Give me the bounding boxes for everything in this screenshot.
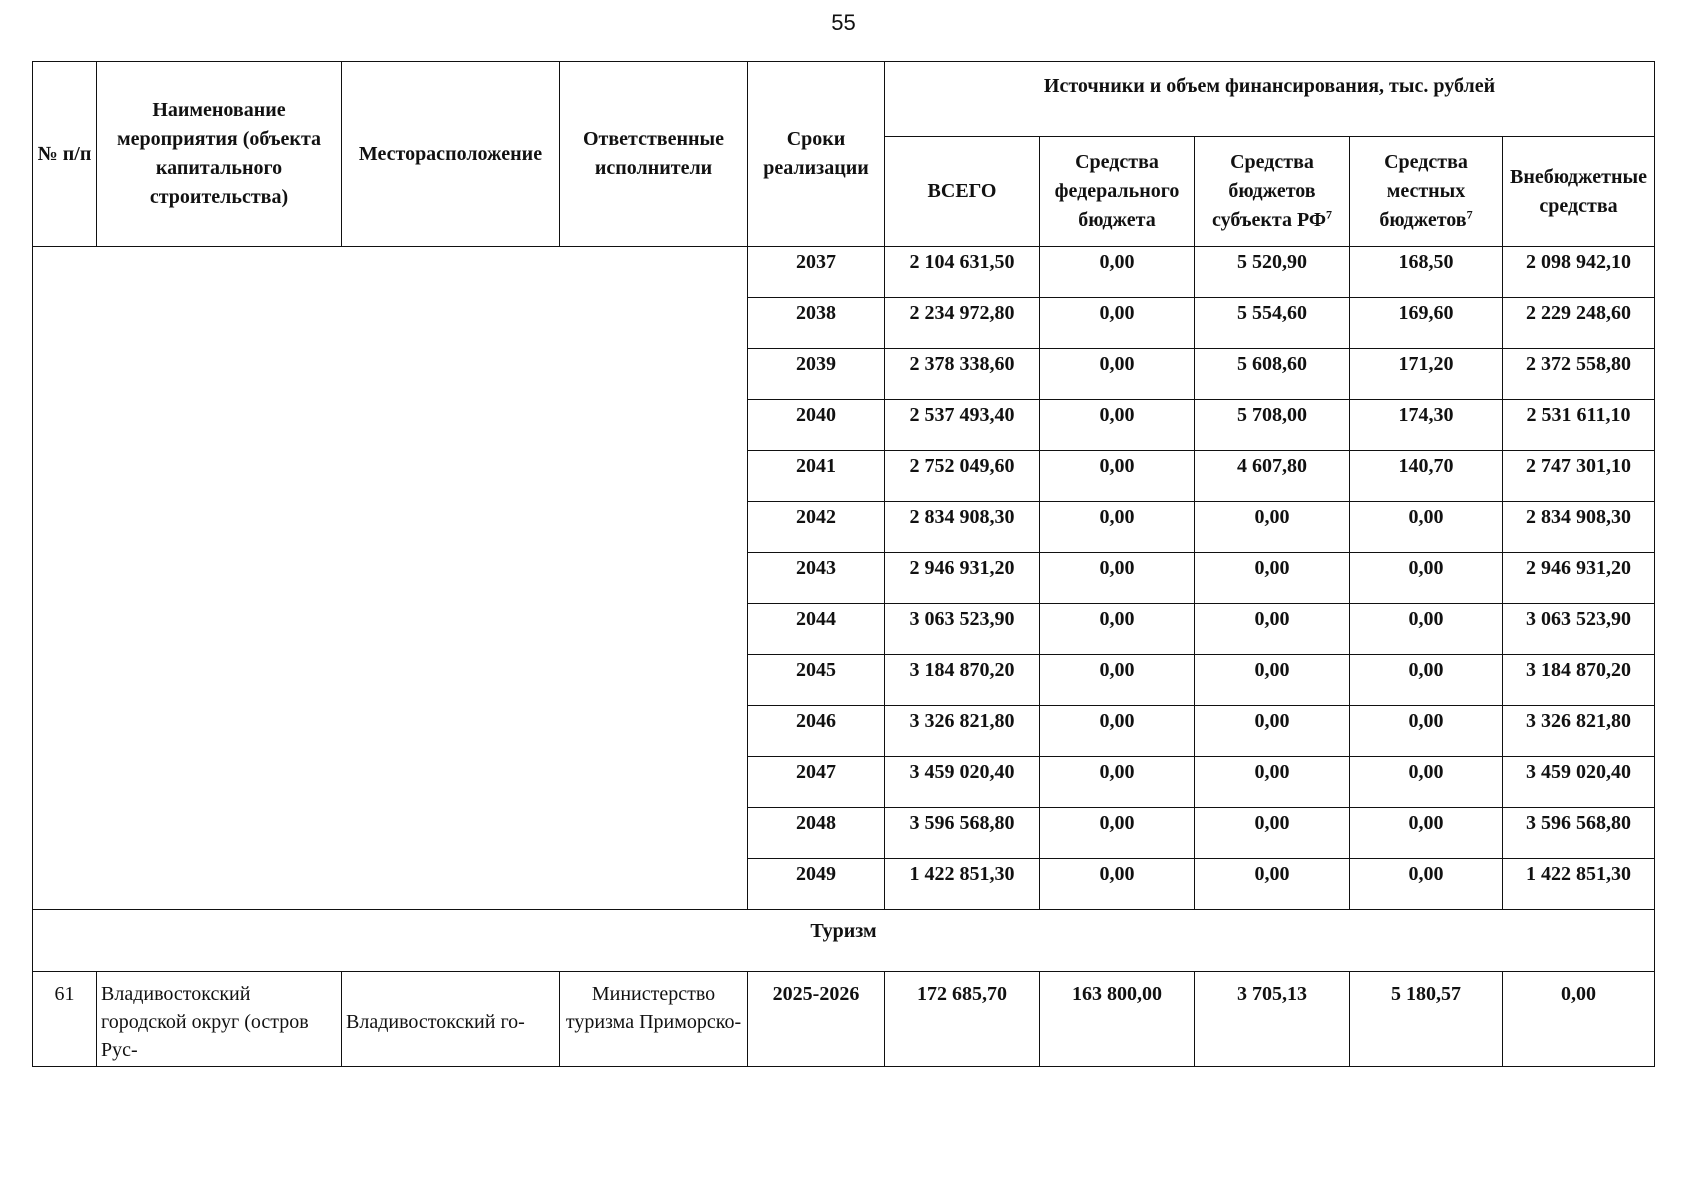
cell-local: 0,00: [1350, 859, 1503, 910]
section-row: [33, 910, 1655, 972]
header-regional-footnote: 7: [1326, 207, 1333, 222]
cell-num: 61: [33, 972, 97, 1067]
cell-extra: 3 459 020,40: [1503, 757, 1655, 808]
cell-year: 2049: [748, 859, 885, 910]
cell-local: 171,20: [1350, 349, 1503, 400]
cell-federal: 0,00: [1040, 247, 1195, 298]
header-extra: Внебюджетные средства: [1503, 137, 1655, 247]
cell-year: 2037: [748, 247, 885, 298]
cell-regional: 0,00: [1195, 706, 1350, 757]
table-row: [33, 247, 1655, 298]
cell-local: 168,50: [1350, 247, 1503, 298]
cell-year: 2040: [748, 400, 885, 451]
cell-regional: 0,00: [1195, 604, 1350, 655]
cell-extra: 3 326 821,80: [1503, 706, 1655, 757]
header-local: [1350, 137, 1503, 247]
cell-local: 169,60: [1350, 298, 1503, 349]
section-title: Туризм: [33, 910, 1655, 972]
merged-blank-cell: [33, 247, 748, 910]
cell-federal: 0,00: [1040, 400, 1195, 451]
cell-year: 2044: [748, 604, 885, 655]
cell-local: 5 180,57: [1350, 972, 1503, 1067]
cell-extra: 0,00: [1503, 972, 1655, 1067]
cell-regional: 5 554,60: [1195, 298, 1350, 349]
cell-total: 1 422 851,30: [885, 859, 1040, 910]
cell-total: 172 685,70: [885, 972, 1040, 1067]
cell-total: 3 326 821,80: [885, 706, 1040, 757]
cell-total: 3 063 523,90: [885, 604, 1040, 655]
cell-extra: 3 596 568,80: [1503, 808, 1655, 859]
cell-total: 2 834 908,30: [885, 502, 1040, 553]
cell-total: 2 234 972,80: [885, 298, 1040, 349]
cell-federal: 0,00: [1040, 349, 1195, 400]
cell-federal: 0,00: [1040, 502, 1195, 553]
cell-regional: 4 607,80: [1195, 451, 1350, 502]
cell-federal: 0,00: [1040, 553, 1195, 604]
cell-total: 3 184 870,20: [885, 655, 1040, 706]
cell-year: 2045: [748, 655, 885, 706]
cell-total: 2 946 931,20: [885, 553, 1040, 604]
cell-federal: 163 800,00: [1040, 972, 1195, 1067]
header-local-footnote: 7: [1466, 207, 1473, 222]
cell-year: 2047: [748, 757, 885, 808]
cell-federal: 0,00: [1040, 706, 1195, 757]
year-rows: [33, 247, 1655, 910]
cell-extra: 3 184 870,20: [1503, 655, 1655, 706]
cell-year: 2048: [748, 808, 885, 859]
cell-extra: 2 834 908,30: [1503, 502, 1655, 553]
cell-local: 0,00: [1350, 502, 1503, 553]
header-regional-label: Средства бюджетов субъекта РФ: [1211, 151, 1327, 231]
cell-extra: 2 946 931,20: [1503, 553, 1655, 604]
cell-year: 2039: [748, 349, 885, 400]
cell-regional: 0,00: [1195, 502, 1350, 553]
cell-local: 174,30: [1350, 400, 1503, 451]
cell-federal: 0,00: [1040, 298, 1195, 349]
page-number: 55: [831, 10, 856, 35]
cell-local: 0,00: [1350, 757, 1503, 808]
cell-year: 2046: [748, 706, 885, 757]
cell-regional: 3 705,13: [1195, 972, 1350, 1067]
cell-total: 2 537 493,40: [885, 400, 1040, 451]
cell-local: 0,00: [1350, 553, 1503, 604]
header-period: Сроки реализации: [748, 62, 885, 247]
cell-extra: 1 422 851,30: [1503, 859, 1655, 910]
cell-year: 2043: [748, 553, 885, 604]
cell-period: 2025-2026: [748, 972, 885, 1067]
cell-regional: 0,00: [1195, 655, 1350, 706]
cell-regional: 5 520,90: [1195, 247, 1350, 298]
cell-extra: 2 747 301,10: [1503, 451, 1655, 502]
header-federal: Средства федерального бюджета: [1040, 137, 1195, 247]
cell-regional: 5 608,60: [1195, 349, 1350, 400]
cell-extra: 2 229 248,60: [1503, 298, 1655, 349]
cell-total: 2 752 049,60: [885, 451, 1040, 502]
cell-federal: 0,00: [1040, 655, 1195, 706]
header-regional: [1195, 137, 1350, 247]
cell-local: 0,00: [1350, 706, 1503, 757]
cell-year: 2041: [748, 451, 885, 502]
cell-extra: 2 098 942,10: [1503, 247, 1655, 298]
header-name: Наименование мероприятия (объекта капитального строительства): [97, 62, 342, 247]
financing-table: [32, 61, 1655, 1067]
header-num: № п/п: [33, 62, 97, 247]
cell-local: 0,00: [1350, 808, 1503, 859]
table-row-61: [33, 972, 1655, 1067]
cell-regional: 5 708,00: [1195, 400, 1350, 451]
cell-total: 2 104 631,50: [885, 247, 1040, 298]
cell-local: 0,00: [1350, 655, 1503, 706]
header-executors: Ответственные исполнители: [560, 62, 748, 247]
cell-federal: 0,00: [1040, 757, 1195, 808]
cell-regional: 0,00: [1195, 757, 1350, 808]
cell-extra: 2 531 611,10: [1503, 400, 1655, 451]
cell-year: 2038: [748, 298, 885, 349]
cell-federal: 0,00: [1040, 451, 1195, 502]
cell-regional: 0,00: [1195, 859, 1350, 910]
cell-regional: 0,00: [1195, 553, 1350, 604]
header-funding-group: Источники и объем финансирования, тыс. рублей: [885, 62, 1655, 137]
cell-federal: 0,00: [1040, 808, 1195, 859]
cell-local: 140,70: [1350, 451, 1503, 502]
cell-federal: 0,00: [1040, 604, 1195, 655]
header-total: ВСЕГО: [885, 137, 1040, 247]
cell-total: 2 378 338,60: [885, 349, 1040, 400]
header-local-label: Средства местных бюджетов: [1379, 151, 1468, 231]
cell-total: 3 596 568,80: [885, 808, 1040, 859]
cell-location: Владивостокский го-: [342, 972, 560, 1067]
header-location: Месторасположение: [342, 62, 560, 247]
cell-executors: Министерство туризма Приморско-: [560, 972, 748, 1067]
cell-local: 0,00: [1350, 604, 1503, 655]
cell-total: 3 459 020,40: [885, 757, 1040, 808]
cell-extra: 3 063 523,90: [1503, 604, 1655, 655]
cell-extra: 2 372 558,80: [1503, 349, 1655, 400]
cell-year: 2042: [748, 502, 885, 553]
cell-regional: 0,00: [1195, 808, 1350, 859]
cell-name: Владивостокский городской округ (остров Рус-: [97, 972, 342, 1067]
cell-federal: 0,00: [1040, 859, 1195, 910]
